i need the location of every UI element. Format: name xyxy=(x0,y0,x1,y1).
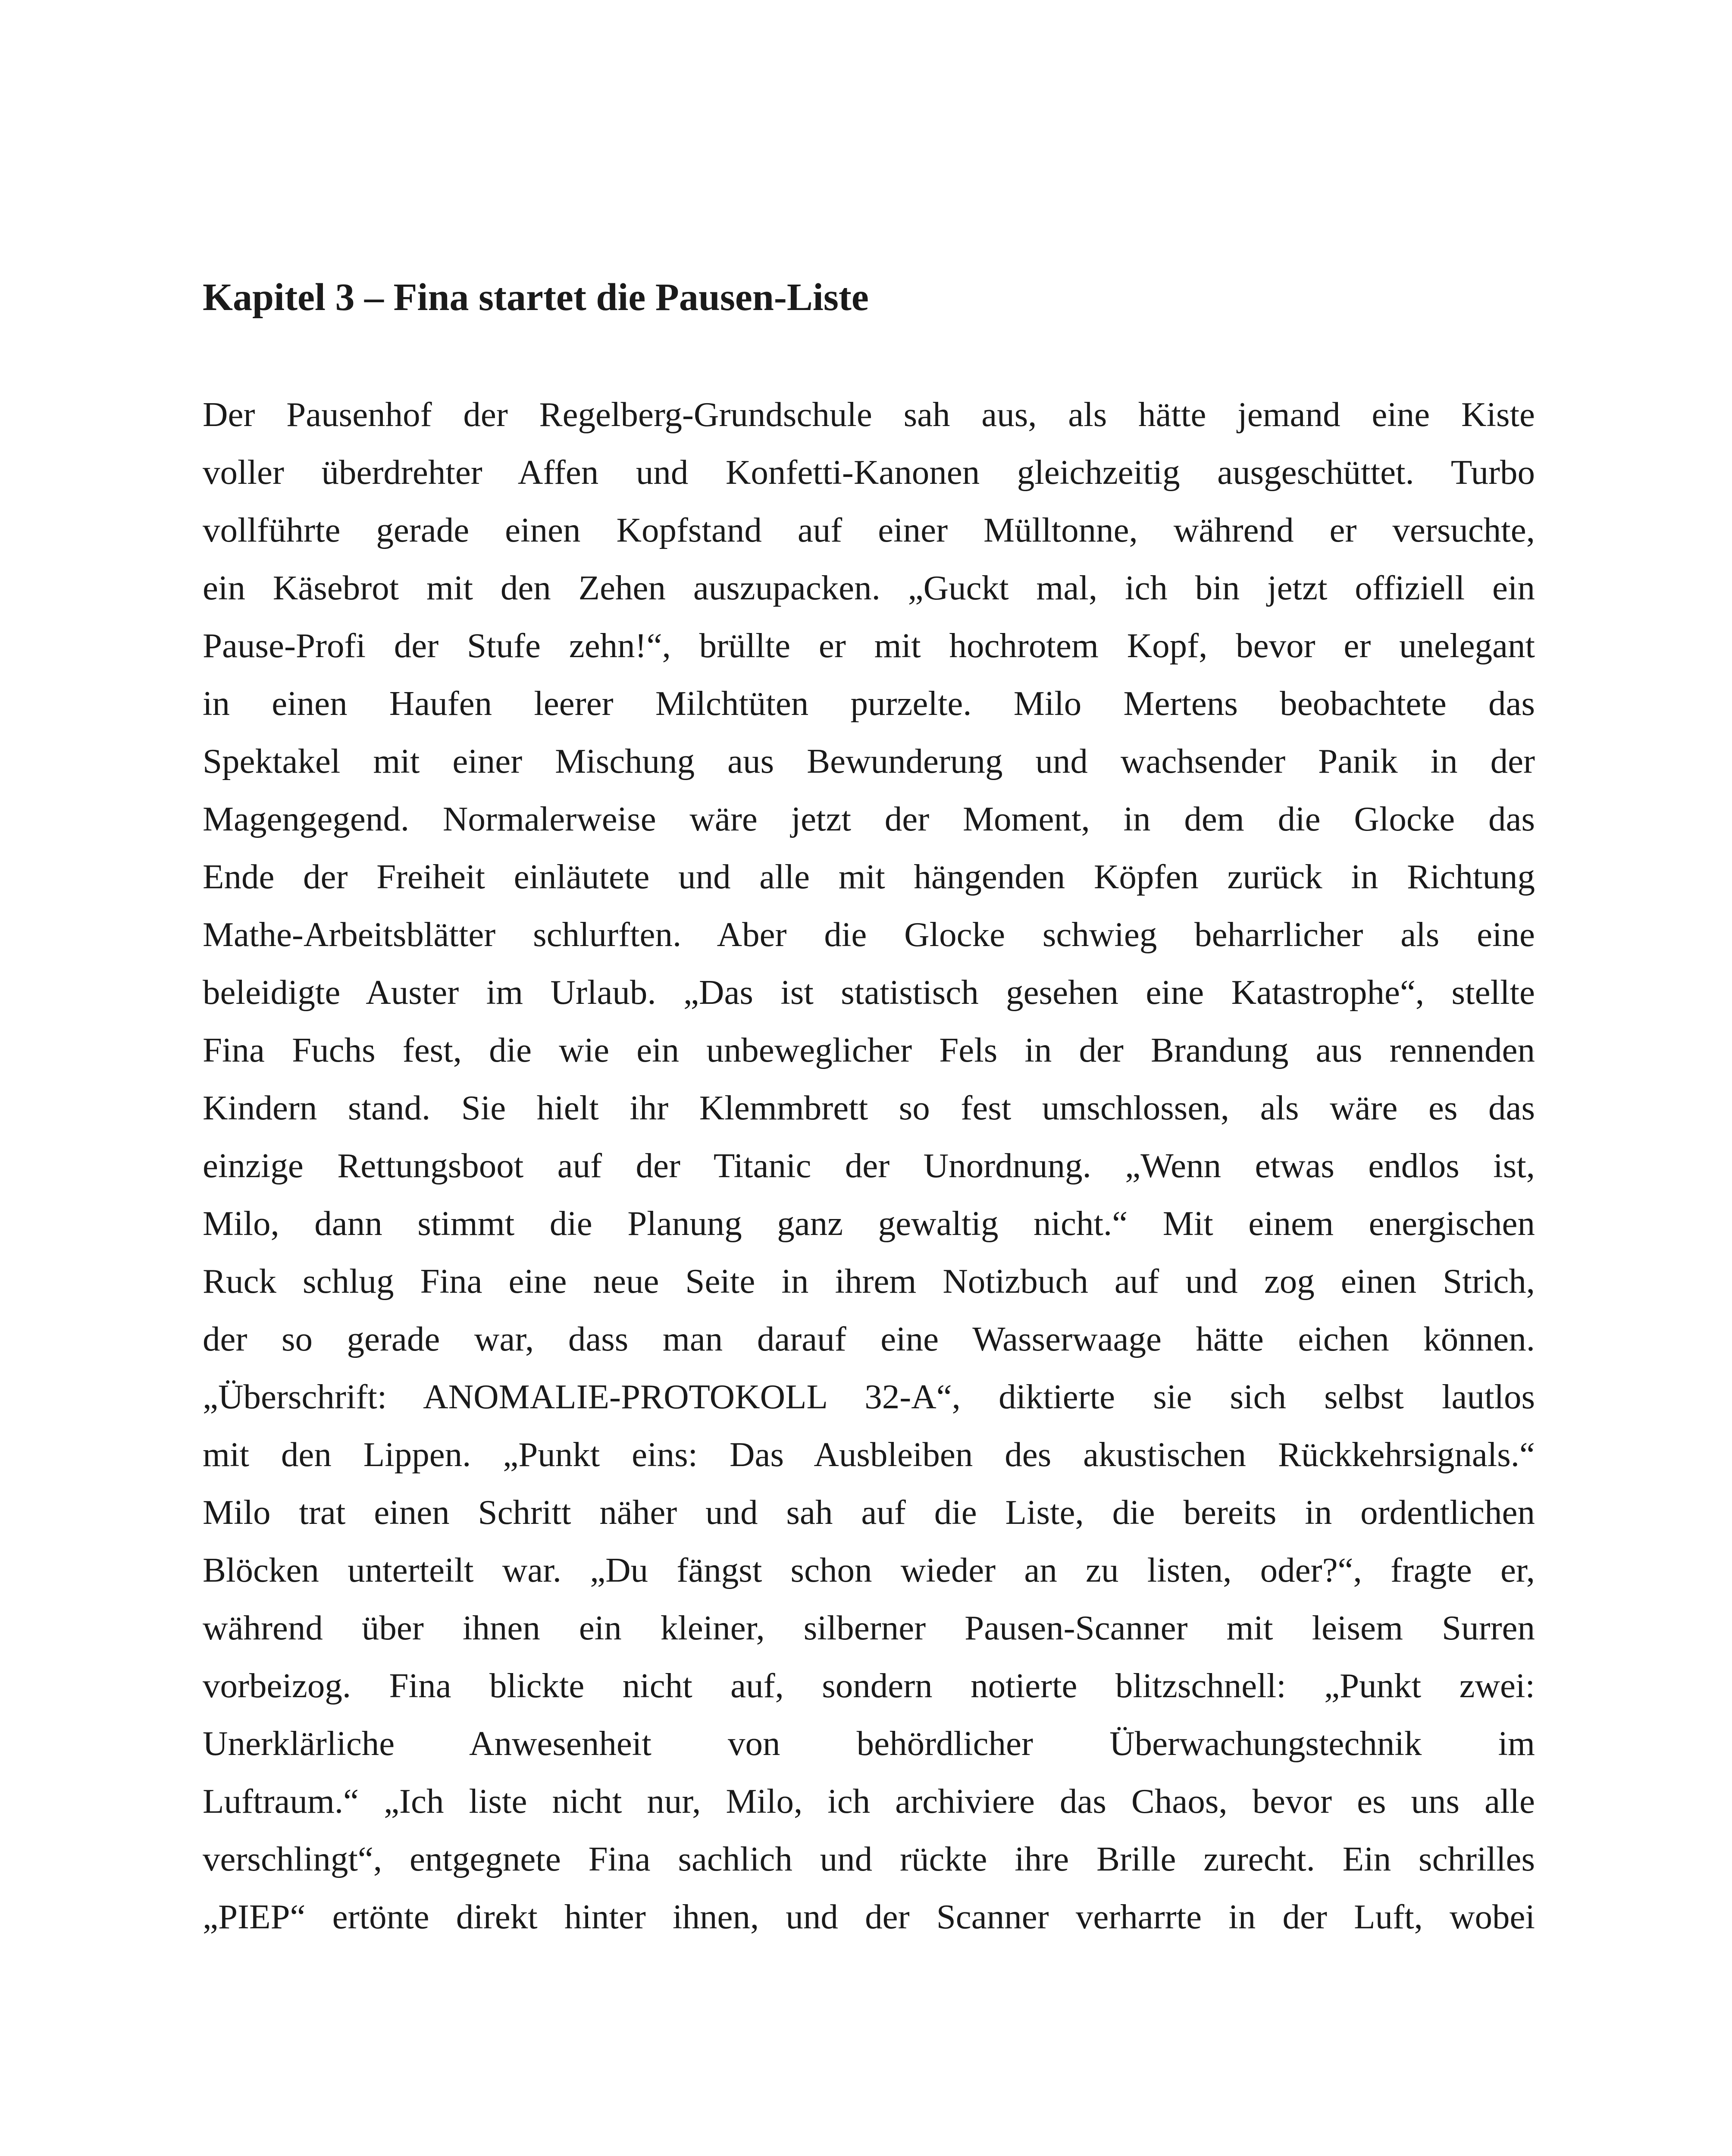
text-line-content: Mathe-Arbeitsblätter schlurften. Aber die Glocke schwieg beharrlicher als eine xyxy=(203,915,1535,954)
text-line-content: verschlingt“, entgegnete Fina sachlich und rückte ihre Brille zurecht. Ein schrilles xyxy=(203,1839,1535,1878)
text-line xyxy=(203,963,1535,1021)
text-line-content: in einen Haufen leerer Milchtüten purzelte. Milo Mertens beobachtete das xyxy=(203,684,1535,723)
chapter-title: Kapitel 3 – Fina startet die Pausen-Liste xyxy=(203,276,869,319)
text-line xyxy=(203,906,1535,963)
body-paragraph xyxy=(203,385,1535,1946)
text-line-content: Ruck schlug Fina eine neue Seite in ihrem Notizbuch auf und zog einen Strich, xyxy=(203,1262,1535,1300)
text-line-content: der so gerade war, dass man darauf eine Wasserwaage hätte eichen können. xyxy=(203,1319,1535,1358)
text-line-content: „PIEP“ ertönte direkt hinter ihnen, und der Scanner verharrte in der Luft, wobei xyxy=(203,1897,1535,1936)
text-line-content: Magengegend. Normalerweise wäre jetzt der Moment, in dem die Glocke das xyxy=(203,799,1535,838)
text-line-content: Kindern stand. Sie hielt ihr Klemmbrett so fest umschlossen, als wäre es das xyxy=(203,1088,1535,1127)
text-line-content: Blöcken unterteilt war. „Du fängst schon wieder an zu listen, oder?“, fragte er, xyxy=(203,1551,1535,1589)
text-line xyxy=(203,790,1535,848)
text-line-content: Luftraum.“ „Ich liste nicht nur, Milo, ich archiviere das Chaos, bevor es uns alle xyxy=(203,1782,1535,1821)
text-line xyxy=(203,848,1535,906)
text-line xyxy=(203,1079,1535,1137)
text-line xyxy=(203,1830,1535,1888)
text-line xyxy=(203,1657,1535,1714)
text-line xyxy=(203,385,1535,443)
text-line-content: Ende der Freiheit einläutete und alle mit hängenden Köpfen zurück in Richtung xyxy=(203,857,1535,896)
text-line-content: Unerklärliche Anwesenheit von behördlicher Überwachungstechnik im xyxy=(203,1724,1535,1763)
text-line xyxy=(203,674,1535,732)
text-line xyxy=(203,1483,1535,1541)
text-line xyxy=(203,1137,1535,1194)
text-line-content: vollführte gerade einen Kopfstand auf einer Mülltonne, während er versuchte, xyxy=(203,511,1535,549)
text-line xyxy=(203,1772,1535,1830)
text-line-content: voller überdrehter Affen und Konfetti-Kanonen gleichzeitig ausgeschüttet. Turbo xyxy=(203,453,1535,492)
text-line xyxy=(203,1021,1535,1079)
text-line xyxy=(203,1426,1535,1483)
text-line xyxy=(203,443,1535,501)
text-line-content: während über ihnen ein kleiner, silberner Pausen-Scanner mit leisem Surren xyxy=(203,1608,1535,1647)
text-line xyxy=(203,559,1535,617)
text-line xyxy=(203,501,1535,559)
text-line xyxy=(203,1368,1535,1426)
text-line-content: Milo, dann stimmt die Planung ganz gewaltig nicht.“ Mit einem energischen xyxy=(203,1204,1535,1243)
text-line xyxy=(203,1194,1535,1252)
text-line-content: mit den Lippen. „Punkt eins: Das Ausbleiben des akustischen Rückkehrsignals.“ xyxy=(203,1435,1535,1474)
text-line-content: Fina Fuchs fest, die wie ein unbeweglicher Fels in der Brandung aus rennenden xyxy=(203,1031,1535,1069)
text-line-content: Milo trat einen Schritt näher und sah auf die Liste, die bereits in ordentlichen xyxy=(203,1493,1535,1532)
text-line-content: vorbeizog. Fina blickte nicht auf, sondern notierte blitzschnell: „Punkt zwei: xyxy=(203,1666,1535,1705)
text-line-content: Spektakel mit einer Mischung aus Bewunderung und wachsender Panik in der xyxy=(203,742,1535,780)
text-line xyxy=(203,1714,1535,1772)
text-line-content: Der Pausenhof der Regelberg-Grundschule sah aus, als hätte jemand eine Kiste xyxy=(203,395,1535,434)
text-line-content: einzige Rettungsboot auf der Titanic der Unordnung. „Wenn etwas endlos ist, xyxy=(203,1146,1535,1185)
text-line-content: beleidigte Auster im Urlaub. „Das ist statistisch gesehen eine Katastrophe“, stellte xyxy=(203,973,1535,1012)
text-line xyxy=(203,1888,1535,1946)
text-line xyxy=(203,1252,1535,1310)
text-line-content: ein Käsebrot mit den Zehen auszupacken. „Guckt mal, ich bin jetzt offiziell ein xyxy=(203,568,1535,607)
text-line xyxy=(203,732,1535,790)
text-line-content: Pause-Profi der Stufe zehn!“, brüllte er mit hochrotem Kopf, bevor er unelegant xyxy=(203,626,1535,665)
text-line-content: „Überschrift: ANOMALIE-PROTOKOLL 32-A“, diktierte sie sich selbst lautlos xyxy=(203,1377,1535,1416)
text-line xyxy=(203,617,1535,674)
text-line xyxy=(203,1599,1535,1657)
text-line xyxy=(203,1541,1535,1599)
text-line xyxy=(203,1310,1535,1368)
